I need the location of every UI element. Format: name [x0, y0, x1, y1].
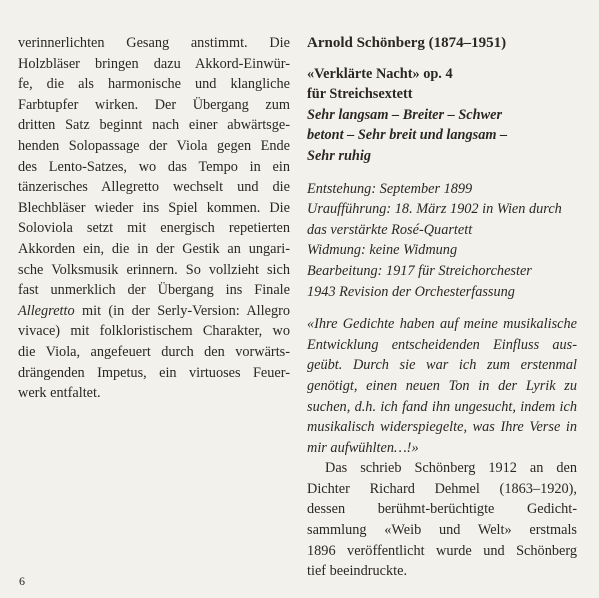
fact-line: Uraufführung: 18. März 1902 in Wien durch: [307, 201, 562, 218]
body-line: dessen berühmt-berüchtigte Gedicht-: [307, 501, 577, 518]
text-line: werk entfaltet.: [18, 385, 101, 402]
text-line: drängenden Impetus, ein virtuoses Feuer-: [18, 364, 290, 381]
text-line: [18, 301, 290, 322]
quote-line: suchen, d.h. ich fand ihn ungesucht, indem ich: [307, 398, 577, 415]
text-fragment: mit (in der Serly-Version: Allegro: [74, 302, 290, 319]
quote-line: genötigt, einen neuen Ton in der Lyrik zu: [307, 377, 577, 394]
left-text-column: [18, 33, 290, 404]
text-line: Blechbläser wieder ins Spiel kommen. Die: [18, 199, 290, 216]
right-text-column: [307, 33, 577, 582]
text-line: verinnerlichten Gesang anstimmt. Die: [18, 35, 290, 51]
work-subtitle: für Streichsextett: [307, 86, 413, 103]
text-line: vivace) mit folkloristischem Charakter, wo: [18, 323, 290, 340]
text-line: Soloviola setzt mit energisch repetierten: [18, 220, 290, 237]
page-number: 6: [19, 574, 25, 588]
quote-line: Entwicklung entscheidenden Einfluss aus-: [307, 336, 577, 353]
fact-line: das verstärkte Rosé-Quartett: [307, 221, 473, 238]
text-line: die Viola, angefeuert durch den vorwärts-: [18, 343, 290, 360]
text-line: tänzerisches Allegretto wechselt und die: [18, 179, 290, 196]
tempo-markings: [307, 105, 577, 167]
text-line: des Lento-Satzes, wo das Tempo in ein: [18, 158, 290, 175]
text-line: Akkorden ein, die in der Gestik an ungari-: [18, 240, 290, 257]
text-line: fe, die als harmonische und klangliche: [18, 76, 290, 93]
movement-name: Allegretto: [18, 302, 75, 319]
fact-line: 1943 Revision der Orchesterfassung: [307, 283, 515, 300]
work-facts: [307, 179, 577, 303]
fact-line: Entstehung: September 1899: [307, 180, 473, 197]
tempo-line: Sehr langsam – Breiter – Schwer: [307, 106, 503, 123]
quote-line: geübt. Durch sie war ich zum erstenmal: [307, 357, 577, 374]
text-line: henden Solopassage der Viola gegen Ende: [18, 137, 290, 154]
text-line: fast unmerklich der Übergang ins Finale: [18, 282, 290, 299]
text-line: Farbtupfer wirken. Der Übergang zum: [18, 96, 290, 113]
text-line: dritten Satz beginnt nach einer abwärtsge-: [18, 117, 290, 134]
body-line: tief beeindruckte.: [307, 563, 408, 580]
body-line: 1896 veröffentlicht wurde und Schönberg: [307, 542, 577, 559]
text-line: sche Volksmusik erinnern. So vollzieht sich: [18, 261, 290, 278]
body-line: Das schrieb Schönberg 1912 an den: [325, 460, 577, 477]
quote-line: musikalisch widerspiegelte, was Ihre Verse in: [307, 419, 577, 436]
body-line: sammlung «Weib und Welt» erstmals: [307, 522, 577, 539]
tempo-line: Sehr ruhig: [307, 147, 371, 164]
tempo-line: betont – Sehr breit und langsam –: [307, 127, 508, 144]
schoenberg-quote: [307, 314, 577, 458]
body-paragraph: [307, 458, 577, 582]
fact-line: Bearbeitung: 1917 für Streichorchester: [307, 262, 532, 279]
text-line: Holzbläser bringen dazu Akkord-Einwür-: [18, 55, 290, 72]
work-title: «Verklärte Nacht» op. 4: [307, 65, 453, 82]
quote-line: mir aufwühlten…!»: [307, 439, 419, 456]
body-line: Dichter Richard Dehmel (1863–1920),: [307, 480, 577, 497]
quote-line: «Ihre Gedichte haben auf meine musikalische: [307, 316, 577, 333]
fact-line: Widmung: keine Widmung: [307, 242, 458, 259]
composer-heading: Arnold Schönberg (1874–1951): [307, 35, 507, 51]
